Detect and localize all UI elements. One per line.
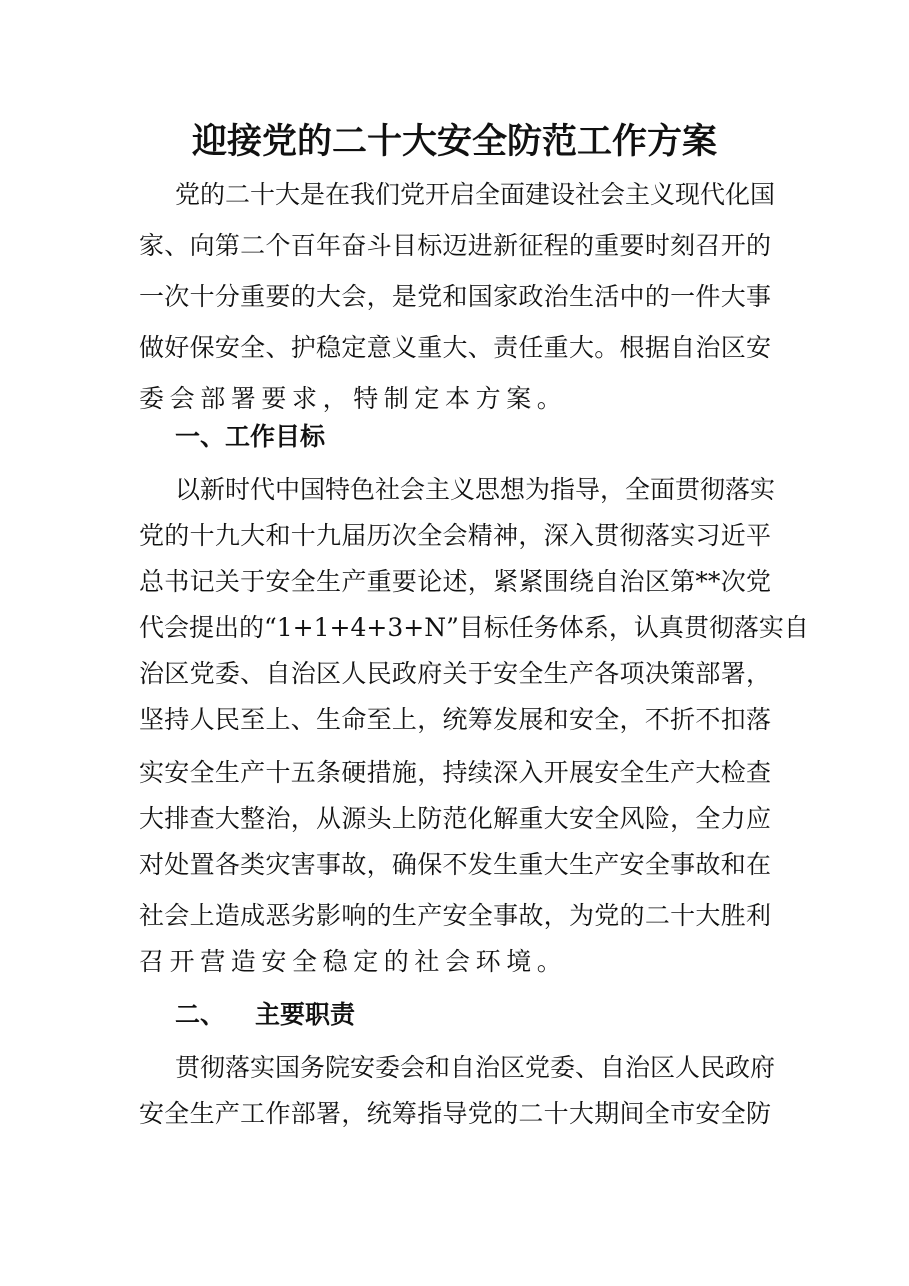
section-1-line-6: 坚持人民至上、生命至上，统筹发展和安全，不折不扣落: [139, 705, 771, 734]
intro-line-5: 委会部署要求，特制定本方案。: [139, 384, 568, 413]
section-1-line-4: 代会提出的“1+1+4+3+N”目标任务体系，认真贯彻落实自: [139, 613, 809, 642]
section-1-line-7: 实安全生产十五条硬措施，持续深入开展安全生产大检查: [139, 758, 771, 787]
section-1-heading: 一、工作目标: [175, 422, 326, 451]
section-2-heading-number: 二、: [175, 1000, 226, 1029]
section-1-line-8: 大排查大整治，从源头上防范化解重大安全风险，全力应: [139, 804, 771, 833]
intro-line-2: 家、向第二个百年奋斗目标迈进新征程的重要时刻召开的: [139, 231, 771, 260]
section-2-line-1: 贯彻落实国务院安委会和自治区党委、自治区人民政府: [175, 1053, 776, 1082]
intro-line-4: 做好保安全、护稳定意义重大、责任重大。根据自治区安: [139, 333, 771, 362]
section-1-line-5: 治区党委、自治区人民政府关于安全生产各项决策部署，: [139, 659, 771, 688]
section-1-line-9: 对处置各类灾害事故，确保不发生重大生产安全事故和在: [139, 850, 771, 879]
section-1-line-1: 以新时代中国特色社会主义思想为指导，全面贯彻落实: [175, 475, 776, 504]
section-2-line-2: 安全生产工作部署，统筹指导党的二十大期间全市安全防: [139, 1099, 771, 1128]
section-1-line-10: 社会上造成恶劣影响的生产安全事故，为党的二十大胜利: [139, 901, 771, 930]
section-1-line-11: 召开营造安全稳定的社会环境。: [139, 947, 568, 976]
section-1-line-3: 总书记关于安全生产重要论述，紧紧围绕自治区第**次党: [139, 567, 771, 596]
intro-line-1: 党的二十大是在我们党开启全面建设社会主义现代化国: [175, 180, 776, 209]
document-title: 迎接党的二十大安全防范工作方案: [191, 121, 717, 162]
section-2-heading-text: 主要职责: [255, 1000, 356, 1029]
intro-line-3: 一次十分重要的大会，是党和国家政治生活中的一件大事: [139, 282, 771, 311]
section-1-line-2: 党的十九大和十九届历次全会精神，深入贯彻落实习近平: [139, 521, 771, 550]
section-2-heading: [175, 993, 355, 1037]
